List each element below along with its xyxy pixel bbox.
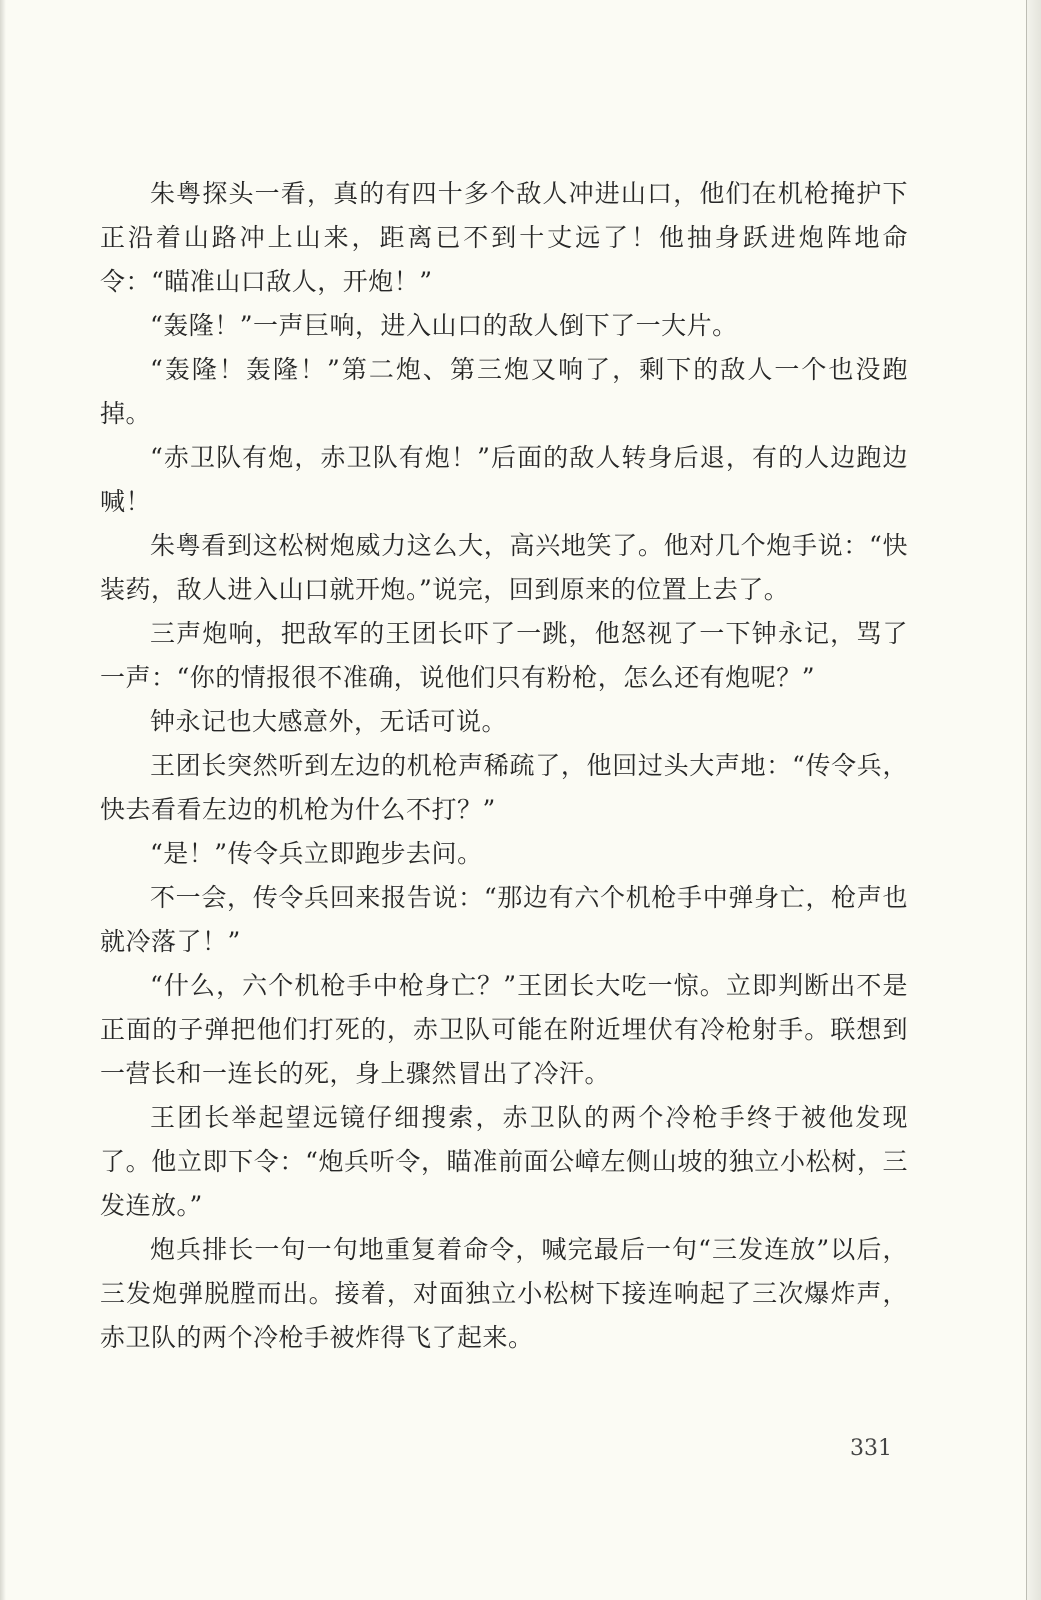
paragraph: “轰隆！轰隆！”第二炮、第三炮又响了，剩下的敌人一个也没跑掉。 bbox=[100, 355, 908, 428]
paragraph: 朱粤探头一看，真的有四十多个敌人冲进山口，他们在机枪掩护下正沿着山路冲上山来，距离已不到十丈远了！他抽身跃进炮阵地命令：“瞄准山口敌人，开炮！” bbox=[100, 179, 908, 296]
body-text bbox=[100, 172, 908, 1360]
page-edge-right bbox=[1026, 0, 1041, 1600]
paragraph: “是！”传令兵立即跑步去问。 bbox=[150, 839, 483, 868]
paragraph: 朱粤看到这松树炮威力这么大，高兴地笑了。他对几个炮手说：“快装药，敌人进入山口就开炮。”说完，回到原来的位置上去了。 bbox=[100, 531, 908, 604]
paragraph: “什么，六个机枪手中枪身亡？”王团长大吃一惊。立即判断出不是正面的子弹把他们打死的，赤卫队可能在附近埋伏有冷枪射手。联想到一营长和一连长的死，身上骤然冒出了冷汗。 bbox=[100, 971, 908, 1088]
paragraph: “赤卫队有炮，赤卫队有炮！”后面的敌人转身后退，有的人边跑边喊！ bbox=[100, 443, 908, 516]
paragraph: 王团长举起望远镜仔细搜索，赤卫队的两个冷枪手终于被他发现了。他立即下令：“炮兵听令，瞄准前面公嶂左侧山坡的独立小松树，三发连放。” bbox=[100, 1103, 908, 1220]
paragraph: 不一会，传令兵回来报告说：“那边有六个机枪手中弹身亡，枪声也就冷落了！” bbox=[100, 883, 908, 956]
paragraph: 炮兵排长一句一句地重复着命令，喊完最后一句“三发连放”以后，三发炮弹脱膛而出。接着，对面独立小松树下接连响起了三次爆炸声，赤卫队的两个冷枪手被炸得飞了起来。 bbox=[100, 1235, 908, 1352]
paragraph: “轰隆！”一声巨响，进入山口的敌人倒下了一大片。 bbox=[150, 311, 738, 340]
paragraph: 三声炮响，把敌军的王团长吓了一跳，他怒视了一下钟永记，骂了一声：“你的情报很不准确，说他们只有粉枪，怎么还有炮呢？” bbox=[100, 619, 908, 692]
page-edge-left bbox=[0, 0, 6, 1600]
paragraph: 钟永记也大感意外，无话可说。 bbox=[150, 707, 508, 736]
page-number: 331 bbox=[850, 1436, 892, 1461]
paragraph: 王团长突然听到左边的机枪声稀疏了，他回过头大声地：“传令兵，快去看看左边的机枪为什么不打？” bbox=[100, 751, 908, 824]
